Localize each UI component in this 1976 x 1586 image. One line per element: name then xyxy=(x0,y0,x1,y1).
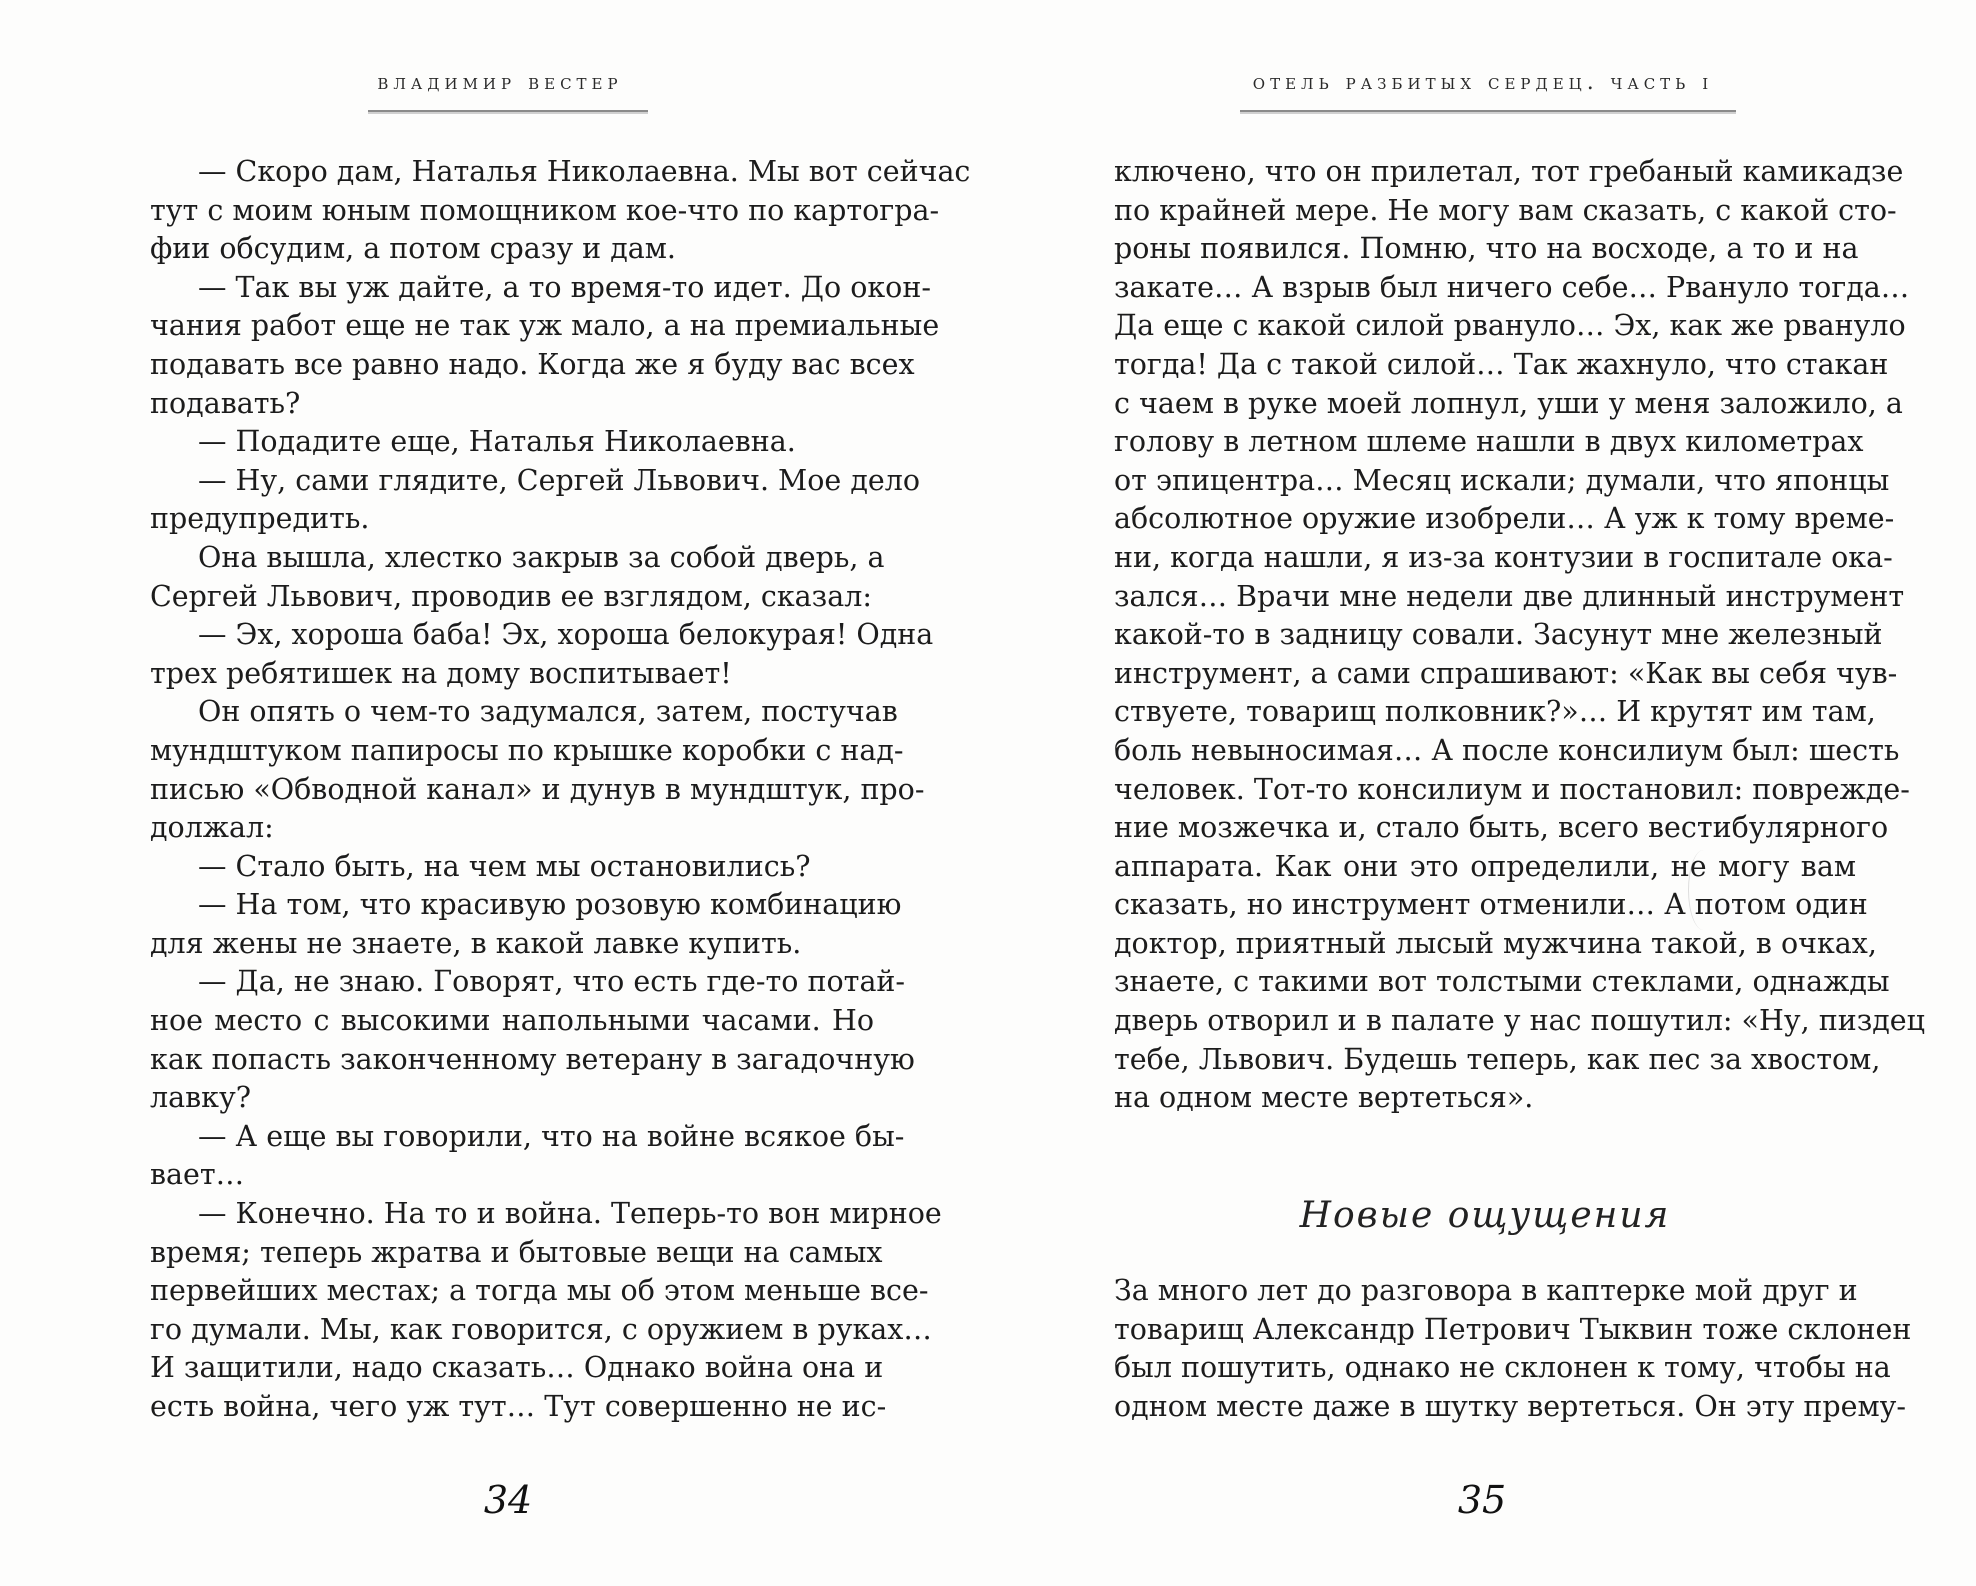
text-line: от эпицентра… Месяц искали; думали, что японцы xyxy=(1114,463,1890,497)
text-line: закате… А взрыв был ничего себе… Рвануло тогда… xyxy=(1114,270,1910,304)
page-number-left: 34 xyxy=(483,1478,533,1522)
text-line: первейших местах; а тогда мы об этом меньше все- xyxy=(150,1274,929,1308)
text-line: — А еще вы говорили, что на войне всякое бы- xyxy=(198,1119,905,1153)
text-line: какой-то в задницу совали. Засунут мне железный xyxy=(1114,618,1883,652)
text-line: боль невыносимая… А после консилиум был: шесть xyxy=(1114,733,1900,767)
text-line: фии обсудим, а потом сразу и дам. xyxy=(150,232,676,266)
text-line: тогда! Да с такой силой… Так жахнуло, что стакан xyxy=(1114,347,1889,381)
text-line: За много лет до разговора в каптерке мой друг и xyxy=(1114,1274,1858,1307)
running-head-title: отель разбитых сердец. часть i xyxy=(1252,70,1714,95)
text-line: ствуете, товарищ полковник?»… И крутят им там, xyxy=(1114,695,1876,729)
text-line: Она вышла, хлестко закрыв за собой дверь, а xyxy=(198,540,885,574)
text-line: одном месте даже в шутку вертеться. Он эту прему- xyxy=(1114,1389,1907,1423)
text-line: — Скоро дам, Наталья Николаевна. Мы вот сейчас xyxy=(198,155,971,188)
text-line: мундштуком папиросы по крышке коробки с над- xyxy=(150,733,904,767)
text-line: знаете, с такими вот толстыми стеклами, однажды xyxy=(1114,965,1890,999)
text-line: — На том, что красивую розовую комбинацию xyxy=(198,888,902,922)
text-line: подавать все равно надо. Когда же я буду вас всех xyxy=(150,347,915,381)
text-line: предупредить. xyxy=(150,502,370,536)
text-line: писью «Обводной канал» и дунув в мундштук, про- xyxy=(150,772,925,806)
right-page xyxy=(988,0,1976,1586)
text-line: И защитили, надо сказать… Однако война она и xyxy=(150,1351,884,1385)
text-line: подавать? xyxy=(150,386,301,420)
text-line: вает… xyxy=(150,1158,245,1192)
text-line: — Да, не знаю. Говорят, что есть где-то потай- xyxy=(198,965,906,999)
running-head-rule xyxy=(368,110,648,112)
page-number-right: 35 xyxy=(1457,1478,1507,1522)
text-line: Да еще с какой силой рвануло… Эх, как же рвануло xyxy=(1114,309,1906,343)
text-line: абсолютное оружие изобрели… А уж к тому време- xyxy=(1114,502,1895,536)
text-line: на одном месте вертеться». xyxy=(1114,1081,1534,1115)
text-line: товарищ Александр Петрович Тыквин тоже склонен xyxy=(1114,1312,1912,1346)
text-line: голову в летном шлеме нашли в двух километрах xyxy=(1114,425,1864,459)
text-line: дверь отворил и в палате у нас пошутил: «Ну, пиздец xyxy=(1114,1004,1925,1038)
text-line: Сергей Львович, проводив ее взглядом, сказал: xyxy=(150,579,872,613)
text-line: — Стало быть, на чем мы остановились? xyxy=(198,849,811,883)
text-line: сказать, но инструмент отменили… А потом один xyxy=(1114,888,1868,922)
text-line: зался… Врачи мне недели две длинный инструмент xyxy=(1114,579,1905,613)
text-line: по крайней мере. Не могу вам сказать, с какой сто- xyxy=(1114,193,1897,227)
text-line: — Подадите еще, Наталья Николаевна. xyxy=(198,425,796,459)
text-line: — Так вы уж дайте, а то время-то идет. До окон- xyxy=(198,270,931,304)
text-line: есть война, чего уж тут… Тут совершенно не ис- xyxy=(150,1390,887,1423)
text-line: ние мозжечка и, стало быть, всего вестибулярного xyxy=(1114,811,1889,845)
text-line: аппарата. Как они это определили, не могу вам xyxy=(1114,849,1856,883)
text-line: трех ребятишек на дому воспитывает! xyxy=(150,656,732,690)
text-line: для жены не знаете, в какой лавке купить. xyxy=(150,926,802,960)
text-line: — Эх, хороша баба! Эх, хороша белокурая! Одна xyxy=(198,618,934,652)
text-line: инструмент, а сами спрашивают: «Как вы себя чув- xyxy=(1114,656,1898,690)
text-line: как попасть законченному ветерану в загадочную xyxy=(150,1042,915,1076)
text-line: го думали. Мы, как говорится, с оружием в руках… xyxy=(150,1312,932,1346)
text-line: тут с моим юным помощником кое-что по картогра- xyxy=(150,193,940,227)
running-head-author: владимир вестер xyxy=(377,70,623,95)
text-line: роны появился. Помню, что на восходе, а то и на xyxy=(1114,232,1859,266)
text-line: чания работ еще не так уж мало, а на премиальные xyxy=(150,309,940,343)
text-line: — Ну, сами глядите, Сергей Львович. Мое дело xyxy=(198,463,921,497)
left-page-text xyxy=(150,153,971,1427)
text-line: доктор, приятный лысый мужчина такой, в очках, xyxy=(1114,926,1877,960)
text-line: должал: xyxy=(150,811,274,845)
text-line: время; теперь жратва и бытовые вещи на самых xyxy=(150,1235,883,1269)
text-line: Он опять о чем-то задумался, затем, постучав xyxy=(198,695,898,729)
text-line: был пошутить, однако не склонен к тому, чтобы на xyxy=(1114,1351,1891,1385)
text-line: ное место с высокими напольными часами. Но xyxy=(150,1004,874,1038)
text-line: с чаем в руке моей лопнул, уши у меня заложило, а xyxy=(1114,386,1903,420)
section-heading: Новые ощущения xyxy=(1299,1195,1671,1236)
text-line: ни, когда нашли, я из-за контузии в госпитале ока- xyxy=(1114,540,1893,574)
right-page-text xyxy=(1114,153,1925,1118)
paper-mark xyxy=(1688,850,1719,930)
running-head-rule xyxy=(1240,110,1736,112)
section-text xyxy=(1114,1272,1912,1426)
text-line: — Конечно. На то и война. Теперь-то вон мирное xyxy=(198,1197,942,1231)
text-line: человек. Тот-то консилиум и постановил: поврежде- xyxy=(1114,772,1910,806)
text-line: ключено, что он прилетал, тот гребаный камикадзе xyxy=(1114,155,1904,188)
text-line: тебе, Львович. Будешь теперь, как пес за хвостом, xyxy=(1114,1042,1881,1076)
text-line: лавку? xyxy=(150,1081,252,1115)
